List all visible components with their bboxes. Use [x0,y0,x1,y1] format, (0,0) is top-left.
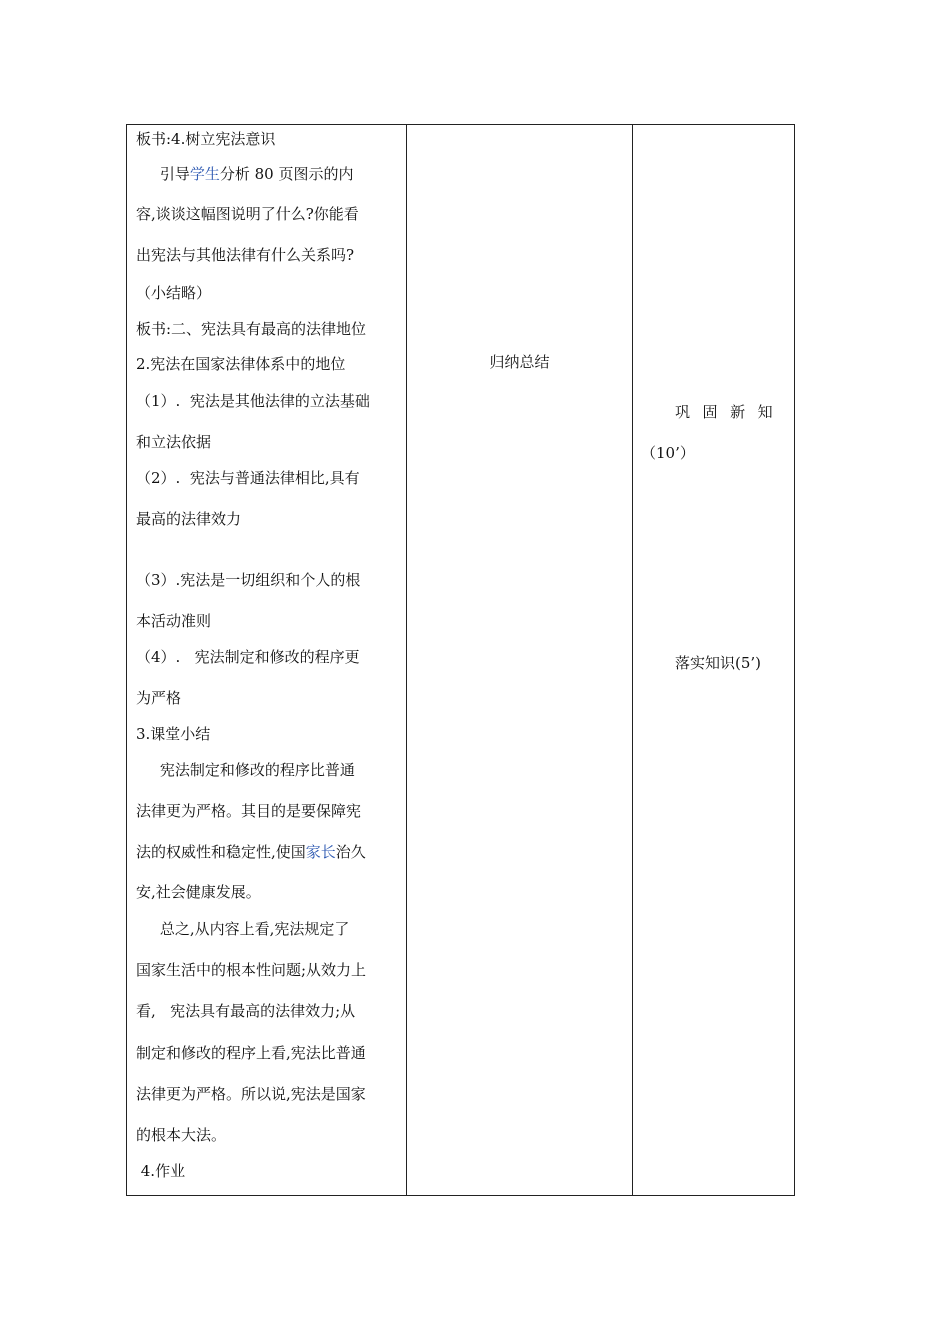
section-heading: 3.课堂小结 [136,725,211,743]
text-line: 看, 宪法具有最高的法律效力;从 [136,1002,356,1020]
text-line: 制定和修改的程序上看,宪法比普通 [136,1044,366,1062]
text-line: 总之,从内容上看,宪法规定了 [136,920,350,938]
text-line: （4）. 宪法制定和修改的程序更 [136,648,360,666]
lesson-table [126,124,795,1196]
link-student[interactable]: 学生 [189,165,220,183]
text-line: 引导学生分析 80 页图示的内 [136,165,354,183]
text-line: （2）. 宪法与普通法律相比,具有 [136,469,360,487]
text-line: （3）.宪法是一切组织和个人的根 [136,571,361,589]
implement-label: 落实知识(5’) [675,654,762,672]
text-line: 法律更为严格。所以说,宪法是国家 [136,1085,366,1103]
section-heading: 2.宪法在国家法律体系中的地位 [136,355,346,373]
text-line: 为严格 [136,689,182,707]
consolidate-label: 巩 固 新 知 [675,403,774,421]
column-divider [632,125,633,1195]
text-line: 宪法制定和修改的程序比普通 [136,761,355,779]
link-parent[interactable]: 家长 [305,843,336,861]
summary-label: 归纳总结 [489,353,550,371]
text-line: 最高的法律效力 [136,510,242,528]
text-line: 法的权威性和稳定性,使国家长治久 [136,843,366,861]
text-line: 出宪法与其他法律有什么关系吗? [136,246,355,264]
board-line-2: 板书:二、宪法具有最高的法律地位 [136,320,367,338]
text-line: 本活动准则 [136,612,212,630]
text-line: （小结略） [136,284,212,302]
text-line: 安,社会健康发展。 [136,883,261,901]
column-divider [406,125,407,1195]
text-line: 法律更为严格。其目的是要保障宪 [136,802,362,820]
text-line: 的根本大法。 [136,1126,227,1144]
text-line: 和立法依据 [136,433,212,451]
text-line: （1）. 宪法是其他法律的立法基础 [136,392,370,410]
text-line: 容,谈谈这幅图说明了什么?你能看 [136,205,359,223]
consolidate-time: （10’） [641,444,695,462]
text-line: 国家生活中的根本性问题;从效力上 [136,961,367,979]
section-heading: 4.作业 [136,1162,186,1180]
board-line-1: 板书:4.树立宪法意识 [136,130,276,148]
